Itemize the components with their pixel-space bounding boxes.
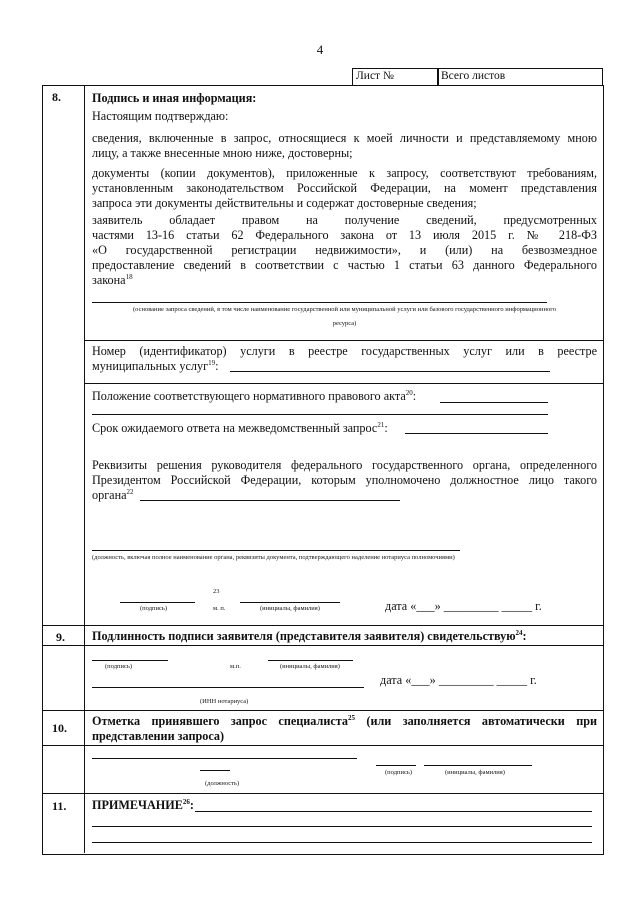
section-11-title (92, 798, 194, 813)
row-divider-7 (42, 793, 603, 794)
notes-field-line-2[interactable] (92, 826, 592, 827)
service-number-field[interactable] (230, 371, 550, 372)
requisites-field[interactable] (140, 500, 400, 501)
section-11-colon: : (189, 798, 194, 812)
service-number-colon: : (215, 359, 219, 373)
footnote-23: 23 (213, 588, 220, 595)
footnote-20: 20 (405, 389, 413, 397)
section-9-colon: : (522, 629, 527, 643)
specialist-signature-caption: (подпись) (385, 769, 412, 776)
service-number-line-2 (92, 359, 219, 374)
total-sheets-label: Всего листов (441, 70, 506, 82)
row-divider-1 (84, 340, 603, 341)
footnote-25: 25 (348, 714, 355, 722)
confirm-item-1-line-2: лицу, а также внесенные мною ниже, достоверны; (92, 146, 353, 160)
basis-caption-line-1: (основание запроса сведений, в том числе наименование государственной или муниципальной услуги или базового государственного информационного (133, 306, 556, 313)
total-sheets-box (437, 68, 603, 86)
legal-act-field-line-2[interactable] (92, 414, 548, 415)
confirm-item-3-line-5 (92, 273, 133, 288)
footnote-19: 19 (208, 359, 216, 367)
legal-act-colon: : (412, 389, 417, 403)
position-caption: (должность, включая полное наименование органа, реквизиты документа, подтверждающего наделение нотариуса полномочиями) (92, 554, 455, 561)
specialist-position-field[interactable] (92, 758, 357, 759)
response-term-text: Срок ожидаемого ответа на межведомственный запрос (92, 421, 378, 435)
section-10-title-line-1 (92, 714, 597, 729)
footnote-22: 22 (126, 488, 134, 496)
notes-field-line-3[interactable] (92, 842, 592, 843)
sheet-number-label: Лист № (356, 70, 394, 82)
service-number-line-1: Номер (идентификатор) услуги в реестре государственных услуг или в реестре (92, 344, 597, 358)
page-number: 4 (316, 42, 324, 57)
s9-date-field[interactable]: дата «___» _________ _____ г. (380, 673, 537, 687)
notary-inn-field[interactable] (92, 687, 364, 688)
s8-signature-field[interactable] (120, 602, 195, 603)
s9-initials-caption: (инициалы, фамилия) (280, 663, 340, 670)
service-number-line-2-text: муниципальных услуг (92, 359, 209, 373)
specialist-initials-caption: (инициалы, фамилия) (445, 769, 505, 776)
response-term-label (92, 421, 388, 436)
s8-initials-field[interactable] (240, 602, 340, 603)
section-10-title-line-2: представлении запроса) (92, 729, 225, 743)
section-11-number: 11. (52, 799, 67, 813)
row-divider-6 (42, 745, 603, 746)
confirm-item-3-line-5-text: закона (92, 273, 126, 287)
s9-signature-caption: (подпись) (105, 663, 132, 670)
specialist-signature-field[interactable] (376, 765, 416, 766)
specialist-position-tick (200, 770, 230, 771)
confirm-item-3-line-4: предоставление сведений в соответствии с частью 1 статьи 63 данного Федерального (92, 258, 597, 272)
s9-stamp-caption: м.п. (230, 663, 241, 670)
footnote-18: 18 (125, 273, 133, 281)
notes-field-line-1[interactable] (195, 811, 592, 812)
section-9-title (92, 629, 527, 644)
section-11-title-text: ПРИМЕЧАНИЕ (92, 798, 183, 812)
sheet-number-box (352, 68, 439, 86)
row-divider-2 (84, 383, 603, 384)
row-divider-3 (42, 625, 603, 626)
basis-caption-line-2: ресурса) (332, 320, 357, 327)
row-divider-5 (42, 710, 603, 711)
s9-signature-field[interactable] (92, 660, 168, 661)
s8-initials-caption: (инициалы, фамилия) (260, 605, 320, 612)
legal-act-field[interactable] (440, 402, 548, 403)
confirm-item-1-line-1: сведения, включенные в запрос, относящиеся к моей личности и представляемому мною (92, 131, 597, 145)
position-field[interactable] (92, 550, 460, 551)
confirm-item-3-line-2: частями 13-16 статьи 62 Федерального закона от 13 июля 2015 г. № 218-ФЗ (92, 228, 597, 242)
section-9-title-text: Подлинность подписи заявителя (представителя заявителя) свидетельствую (92, 629, 516, 643)
confirm-item-2-line-2: установленным законодательством Российской Федерации, на момент представления (92, 181, 597, 195)
confirm-item-3-line-3: «О государственной регистрации недвижимости», и (или) на безвозмездное (92, 243, 597, 257)
section-10-title-a: Отметка принявшего запрос специалиста (92, 714, 348, 728)
requisites-line-3-text: органа (92, 488, 127, 502)
specialist-initials-field[interactable] (424, 765, 532, 766)
section-8-title: Подпись и иная информация: (92, 91, 257, 105)
requisites-line-3 (92, 488, 134, 503)
basis-field[interactable] (92, 302, 547, 303)
section-10-title-b: (или заполняется автоматически при (366, 714, 598, 728)
section-9-number: 9. (56, 630, 65, 644)
footnote-24: 24 (515, 629, 523, 637)
legal-act-label (92, 389, 416, 404)
section-10-number: 10. (52, 721, 67, 735)
confirm-item-3-line-1: заявитель обладает правом на получение сведений, предусмотренных (92, 213, 597, 227)
footnote-26: 26 (182, 798, 190, 806)
requisites-line-1: Реквизиты решения руководителя федерального государственного органа, определенного (92, 458, 597, 472)
s8-stamp-caption: м. п. (213, 605, 226, 612)
row-divider-4 (42, 645, 603, 646)
s8-signature-caption: (подпись) (140, 605, 167, 612)
notary-inn-caption: (ИНН нотариуса) (200, 698, 249, 705)
requisites-line-2: Президентом Российской Федерации, которым уполномочено должностное лицо такого (92, 473, 597, 487)
section-8-number: 8. (52, 90, 61, 104)
s8-date-field[interactable]: дата «___» _________ _____ г. (385, 599, 542, 613)
response-term-field[interactable] (405, 433, 548, 434)
specialist-position-caption: (должность) (205, 780, 240, 787)
legal-act-text: Положение соответствующего нормативного правового акта (92, 389, 406, 403)
confirm-item-2-line-1: документы (копии документов), приложенные к запросу, соответствуют требованиям, (92, 166, 597, 180)
response-term-colon: : (384, 421, 388, 435)
s9-initials-field[interactable] (268, 660, 353, 661)
confirm-text: Настоящим подтверждаю: (92, 109, 229, 123)
confirm-item-2-line-3: запроса эти документы действительны и содержат достоверные сведения; (92, 196, 477, 210)
number-column-divider (84, 85, 85, 853)
footnote-21: 21 (377, 421, 385, 429)
